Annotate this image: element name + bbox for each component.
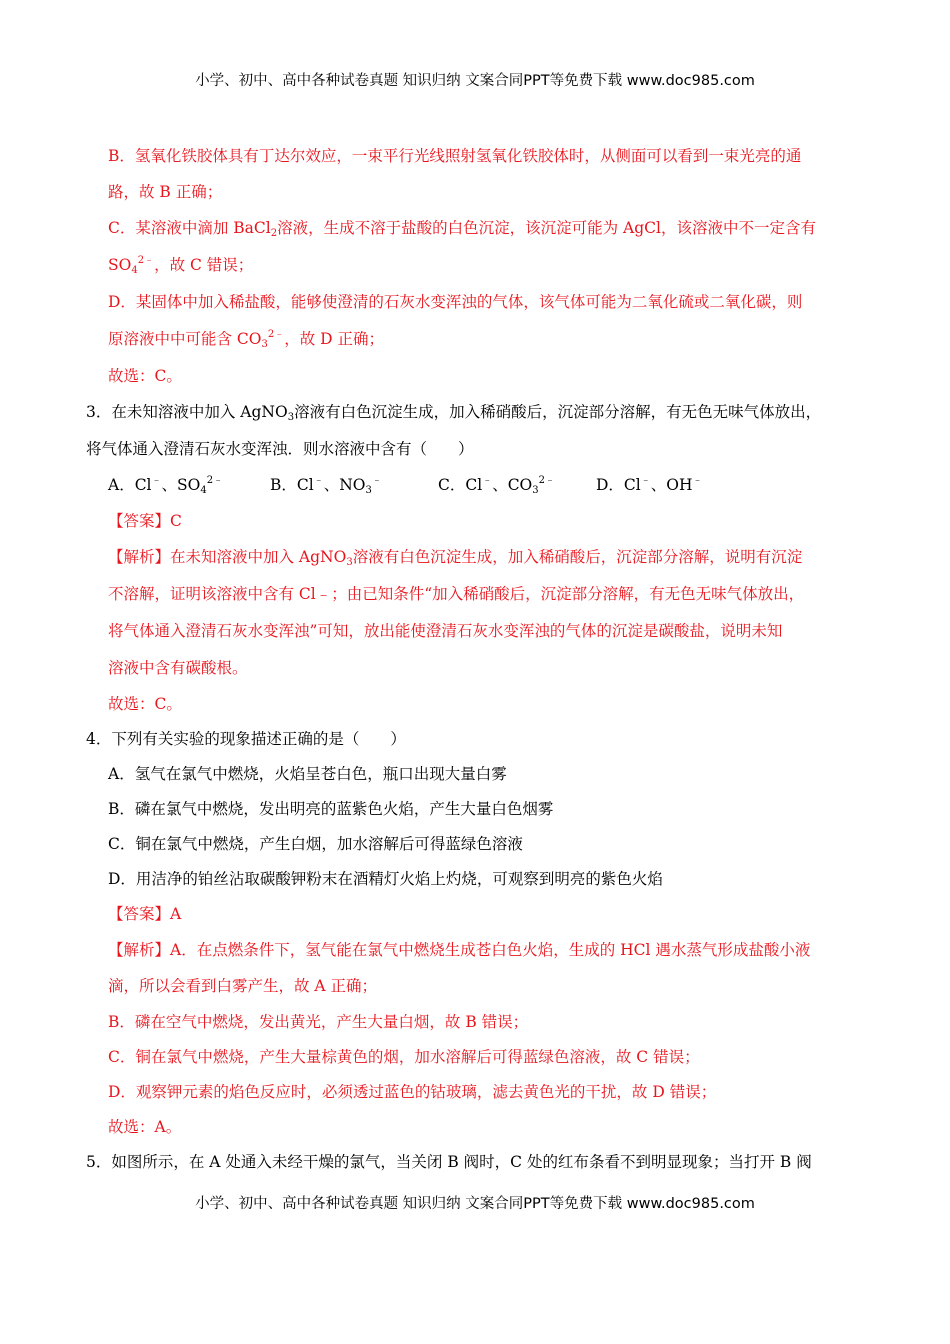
q2-explanation-c-line2: $SO_4^{2﹣}$，故 C 错误； bbox=[108, 255, 254, 276]
q4-analysis-line5: D．观察钾元素的焰色反应时，必须透过蓝色的钴玻璃，滤去黄色光的干扰，故 D 错误； bbox=[108, 1083, 717, 1101]
page-header: 小学、初中、高中各种试卷真题 知识归纳 文案合同PPT等免费下载 www.doc985.com bbox=[195, 73, 755, 89]
q2-explanation-b-line1: B．氢氧化铁胶体具有丁达尔效应，一束平行光线照射氢氧化铁胶体时，从侧面可以看到一束光亮的通 bbox=[108, 147, 802, 165]
q4-analysis-line4: C．铜在氯气中燃烧，产生大量棕黄色的烟，加水溶解后可得蓝绿色溶液，故 C 错误； bbox=[108, 1048, 700, 1066]
q3-analysis-line4: 溶液中含有碳酸根。 bbox=[108, 659, 248, 677]
q4-choice: 故选：A。 bbox=[108, 1118, 182, 1136]
q2-explanation-d-line2: 原溶液中中可能含 $CO_3^{2﹣}$，故 D 正确； bbox=[108, 329, 385, 350]
q3-option-a: A．Cl﹣、$SO_4^{2﹣}$ bbox=[108, 475, 224, 496]
q4-option-c: C．铜在氯气中燃烧，产生白烟，加水溶解后可得蓝绿色溶液 bbox=[108, 835, 523, 853]
q2-choice: 故选：C。 bbox=[108, 367, 182, 385]
q3-stem-line1: 3．在未知溶液中加入 AgNO$_3$溶液有白色沉淀生成，加入稀硝酸后，沉淀部分溶解，有无色无味气体放出， bbox=[86, 403, 822, 423]
q3-stem-line2: 将气体通入澄清石灰水变浑浊．则水溶液中含有（ ） bbox=[86, 440, 474, 458]
q3-answer: 【答案】C bbox=[108, 512, 182, 530]
q4-option-b: B．磷在氯气中燃烧，发出明亮的蓝紫色火焰，产生大量白色烟雾 bbox=[108, 800, 554, 818]
q3-analysis-line1: 【解析】在未知溶液中加入 AgNO$_3$溶液有白色沉淀生成，加入稀硝酸后，沉淀部分溶解，说明有沉淀 bbox=[108, 548, 803, 568]
q3-analysis-line2: 不溶解，证明该溶液中含有 Cl﹣；由已知条件“加入稀硝酸后，沉淀部分溶解，有无色无味气体放出， bbox=[108, 585, 805, 603]
q4-answer: 【答案】A bbox=[108, 905, 182, 923]
q3-choice: 故选：C。 bbox=[108, 695, 182, 713]
q4-analysis-line3: B．磷在空气中燃烧，发出黄光，产生大量白烟，故 B 错误； bbox=[108, 1013, 529, 1031]
q2-explanation-c-line1: C．某溶液中滴加 BaCl$_2$溶液，生成不溶于盐酸的白色沉淀，该沉淀可能为 AgCl，该溶液中不一定含有 bbox=[108, 219, 816, 239]
page-footer: 小学、初中、高中各种试卷真题 知识归纳 文案合同PPT等免费下载 www.doc985.com bbox=[195, 1196, 755, 1212]
q2-explanation-b-line2: 路，故 B 正确； bbox=[108, 183, 223, 201]
q4-option-d: D．用洁净的铂丝沾取碳酸钾粉末在酒精灯火焰上灼烧，可观察到明亮的紫色火焰 bbox=[108, 870, 663, 888]
q4-stem: 4．下列有关实验的现象描述正确的是（ ） bbox=[86, 730, 406, 748]
q3-analysis-line3: 将气体通入澄清石灰水变浑浊”可知，放出能使澄清石灰水变浑浊的气体的沉淀是碳酸盐，说明未知 bbox=[108, 622, 783, 640]
q4-analysis-line1: 【解析】A．在点燃条件下，氢气能在氯气中燃烧生成苍白色火焰，生成的 HCl 遇水蒸气形成盐酸小液 bbox=[108, 941, 811, 959]
q5-stem-line1: 5．如图所示，在 A 处通入未经干燥的氯气，当关闭 B 阀时，C 处的红布条看不到明显现象；当打开 B 阀 bbox=[86, 1153, 812, 1171]
q2-explanation-d-line1: D．某固体中加入稀盐酸，能够使澄清的石灰水变浑浊的气体，该气体可能为二氧化硫或二氧化碳，则 bbox=[108, 293, 803, 311]
q4-analysis-line2: 滴，所以会看到白雾产生，故 A 正确； bbox=[108, 977, 378, 995]
q3-option-d: D．Cl﹣、OH﹣ bbox=[596, 475, 703, 494]
q3-option-c: C．Cl﹣、$CO_3^{2﹣}$ bbox=[438, 475, 556, 496]
q3-option-b: B．Cl﹣、$NO_3^﹣$ bbox=[270, 475, 382, 496]
q4-option-a: A．氢气在氯气中燃烧，火焰呈苍白色，瓶口出现大量白雾 bbox=[108, 765, 507, 783]
